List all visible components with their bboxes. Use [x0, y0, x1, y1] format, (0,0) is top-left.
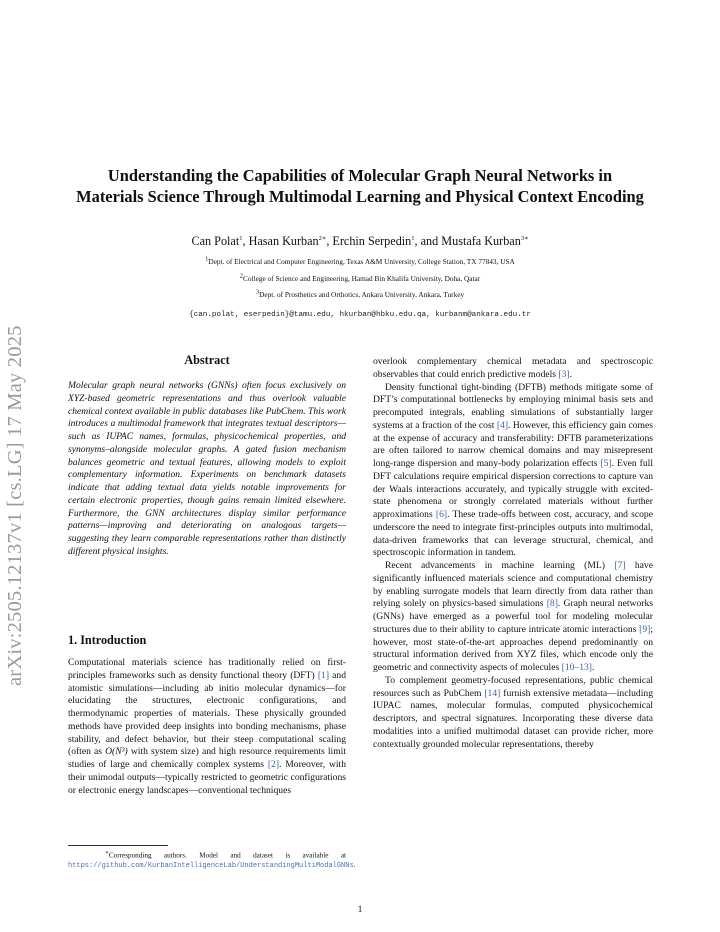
author-4-affil-mark: 3∗: [520, 234, 529, 242]
affiliation-3-mark: 3: [255, 288, 260, 296]
citation-link[interactable]: [9]: [639, 623, 651, 635]
paper-title: [40, 165, 680, 207]
text-part: have significantly influenced materials science and computational chemistry by enabling surrogate models that learn directly from data rather than relying solely on physics-based simulations: [373, 560, 653, 610]
intro-text-part: Computational materials science has traditionally relied on first-principles frameworks such as density functional theory (DFT): [68, 657, 346, 681]
text-part: .: [569, 368, 573, 380]
citation-link[interactable]: [2]: [267, 759, 280, 770]
citation-link[interactable]: [8]: [546, 598, 558, 610]
intro-text-part: and atomistic simulations—including ab initio molecular dynamics—for elucidating the structures, electronic configurations, and thermodynamic properties of materials. These physically grounded methods have provided deep insights into bonding mechanisms, phase stability, and defect behavior, but their steep computational scaling (often as: [68, 669, 346, 758]
citation-link[interactable]: [6]: [435, 509, 448, 520]
title-line-1: Understanding the Capabilities of Molecular Graph Neural Networks in: [107, 166, 613, 185]
affiliation-3-text: Dept. of Prosthetics and Orthotics, Ankara University, Ankara, Turkey: [259, 290, 465, 299]
intro-text-part: . Moreover, with their unimodal outputs—typically restricted to geometric configurations or electronic energy landscapes—conventional techniques: [68, 759, 346, 796]
text-part: furnish extensive metadata—including IUPAC names, molecular formulas, computed physicochemical descriptors, and spectral signatures. Incorporating these diverse data modalities into a unified multimodal dataset can provide richer, more contextually grounded molecular representations, thereby: [373, 687, 653, 750]
section-heading-introduction: 1. Introduction: [68, 633, 147, 647]
abstract-heading: Abstract: [184, 353, 230, 367]
repository-link[interactable]: https://github.com/KurbanIntelligenceLab/UnderstandingMultiModalGNNs: [68, 862, 354, 871]
text-part: Density functional tight-binding (DFTB) methods mitigate some of DFT’s computational bottlenecks by employing minimal basis sets and precomputed integrals, enabling simulations of substantially larger systems at a fraction of the cost: [373, 381, 653, 431]
author-2-affil-mark: 2∗: [318, 234, 327, 242]
citation-link[interactable]: [1]: [317, 669, 330, 681]
footnote-mark: ∗: [105, 850, 109, 856]
affiliation-1-mark: 1: [205, 255, 209, 263]
author-conjunction: and: [420, 234, 439, 248]
arxiv-identifier[interactable]: arXiv:2505.12137v1 [cs.LG] 17 May 2025: [4, 325, 26, 686]
right-column: [373, 356, 653, 751]
affiliation-2-mark: 2: [239, 272, 244, 280]
author-3: Erchin Serpedin: [332, 234, 412, 248]
author-4: Mustafa Kurban: [441, 234, 521, 248]
introduction-paragraph: [68, 657, 346, 797]
text-part: ; however, most state-of-the-art approaches depend predominantly on structural information derived from XYZ files, which encode only the geometric and connectivity aspects of molecules: [373, 623, 653, 673]
footnote-divider: [68, 845, 168, 846]
paragraph-pubchem: [373, 675, 653, 752]
author-3-affil-mark: 1: [411, 234, 415, 242]
citation-link[interactable]: [10–13]: [561, 662, 592, 673]
footnote-end: .: [353, 861, 356, 870]
citation-link[interactable]: [4]: [496, 419, 509, 431]
author-1: Can Polat: [191, 234, 240, 248]
author-1-affil-mark: 1: [239, 234, 243, 242]
text-part: . Even full DFT calculations require empirical dispersion corrections to capture van der Waals interactions accurately, and typically struggle with excited-state phenomena or strongly correlated materials without further approximations: [373, 458, 653, 520]
affiliation-1-text: Dept. of Electrical and Computer Engineering, Texas A&M University, College Station, TX 77843, USA: [208, 257, 515, 266]
affiliation-1: [40, 257, 680, 267]
text-part: To complement geometry-focused representations, public chemical resources such as PubChem: [373, 674, 653, 699]
affiliation-2: [40, 274, 680, 284]
page-number: 1: [357, 904, 363, 915]
intro-text-part: with system size) and high resource requirements limit studies of large and chemically complex systems: [68, 746, 347, 770]
affiliation-3: [40, 290, 680, 300]
title-line-2: Materials Science Through Multimodal Learning and Physical Context Encoding: [76, 187, 644, 206]
citation-link[interactable]: [3]: [558, 368, 570, 380]
math-complexity: O(N³): [105, 746, 128, 758]
text-part: Recent advancements in machine learning (ML): [385, 560, 615, 571]
text-part: overlook complementary chemical metadata and spectroscopic observables that could enrich predictive models: [373, 356, 653, 380]
citation-link[interactable]: [7]: [614, 560, 626, 571]
text-part: .: [592, 662, 595, 673]
text-part: . Graph neural networks (GNNs) have emerged as a powerful tool for modeling molecular structures due to their ability to capture intricate atomic interactions: [373, 598, 653, 635]
author-list: Can Polat$^1$, Hasan Kurban$^{2∗}$, Erchin Serpedin$^1$, and Mustafa Kurban$^{3∗}$: [191, 234, 529, 248]
citation-link[interactable]: [14]: [484, 687, 501, 699]
author-emails: {can.polat, eserpedin}@tamu.edu, hkurban@hbku.edu.qa, kurbanm@ankara.edu.tr: [189, 311, 531, 319]
text-part: . These trade-offs between cost, accuracy, and scope underscore the need to integrate first-principles outputs into multimodal, data-driven frameworks that can leverage structural, chemical, and spectroscopic information in tandem.: [373, 509, 653, 559]
footnote-text: Corresponding authors. Model and dataset is available at: [108, 851, 347, 860]
paragraph-ml: [373, 560, 653, 675]
abstract-text: Molecular graph neural networks (GNNs) often focus exclusively on XYZ-based geometric representations and thus overlook valuable chemical context available in public databases like PubChem. This work introduces a multimodal framework that integrates textual descriptors—such as IUPAC names, formulas, physicochemical properties, and synonyms–alongside molecular graphs. A gated fusion mechanism balances geometric and textual features, allowing models to exploit complementary information. Experiments on benchmark datasets indicate that adding textual data yields notable improvements for certain electronic properties, though gains remain limited elsewhere. Furthermore, the GNN architectures display similar performance patterns—improving and deteriorating on analogous targets—suggesting they learn comparable representations rather than distinctly different physical insights.: [68, 380, 346, 557]
citation-link[interactable]: [5]: [600, 458, 612, 469]
text-part: . However, this efficiency gain comes at the expense of accuracy and transferability: DFTB parameterizations are often tailored to narrow chemical domains and may misrepresent long-range dispersion and many-body polarization effects: [373, 419, 653, 469]
affiliation-2-text: College of Science and Engineering, Hamad Bin Khalifa University, Doha, Qatar: [243, 274, 481, 283]
author-2: Hasan Kurban: [248, 234, 319, 248]
footnote: [68, 849, 356, 872]
paragraph-dftb: [373, 382, 653, 561]
paragraph-continued: [373, 356, 653, 382]
